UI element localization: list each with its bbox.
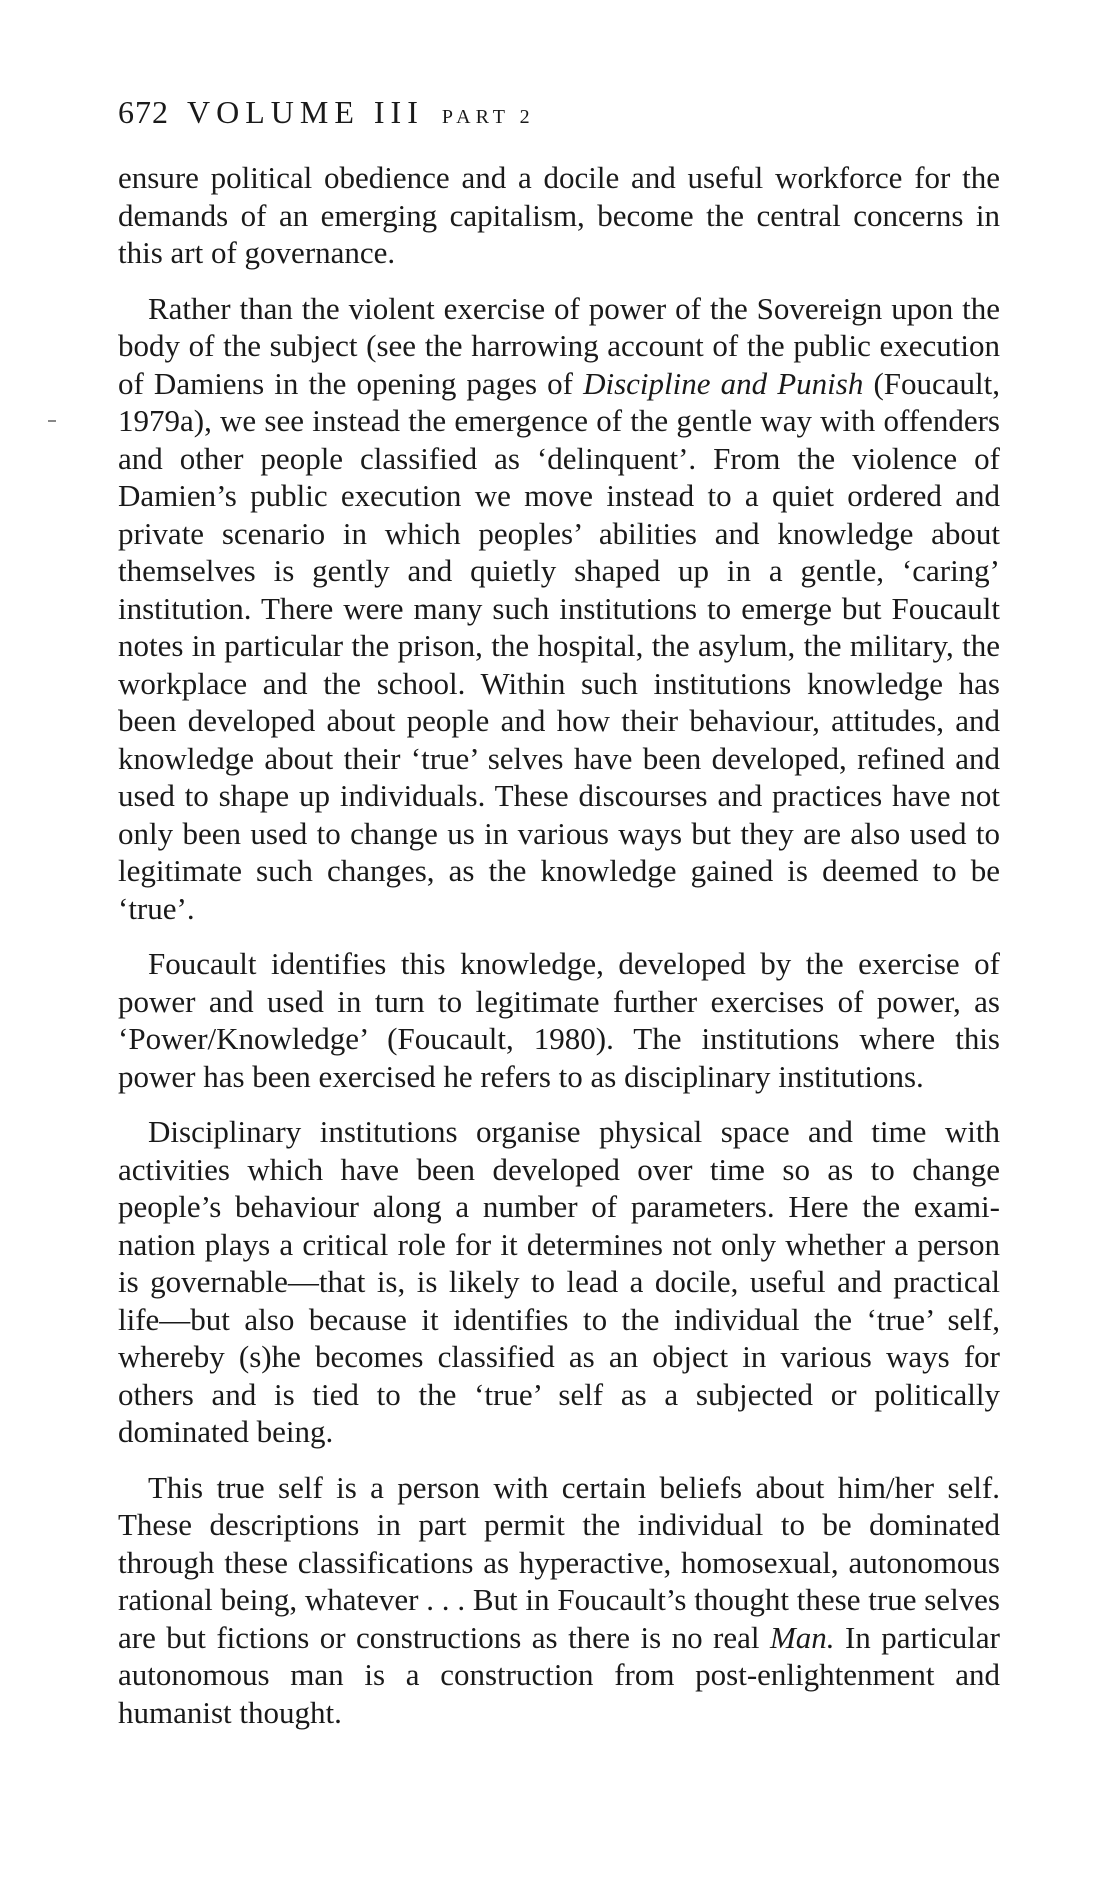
book-title-italic: Discipline and Punish [583, 365, 864, 401]
paragraph-text: (Foucault, 1979a), we see instead the emergence of the gentle way with offenders and other people classified as ‘delinquent’. From the violence of Damien’s public execution we move instead to a quiet ordered and private scenario in which peoples’ abilities and knowledge about themselves is gently and quietly shaped up in a gentle, ‘caring’ institution. There were many such institutions to emerge but Foucault notes in particular the prison, the hospital, the asylum, the military, the workplace and the school. Within such institutions knowledge has been developed about people and how their behaviour, attitudes, and knowledge about their ‘true’ selves have been developed, refined and used to shape up individuals. These discourses and practices have not only been used to change us in various ways but they are also used to legitimate such changes, as the knowledge gained is deemed to be ‘true’. [118, 365, 1000, 926]
paragraph-text: Rather than the violent exercise of power of the Sovereign upon the body of the subject (see the harrowing account of the public execution of Damiens in the opening pages of [118, 290, 1000, 401]
margin-mark [48, 420, 56, 422]
paragraph-1 [118, 159, 1000, 272]
part-label: PART 2 [441, 106, 535, 128]
paragraph-text: In particular autonomous man is a construction from post-enlightenment and humanist thought. [118, 1619, 1000, 1730]
paragraph-2 [118, 290, 1000, 928]
paragraph-5 [118, 1469, 1000, 1732]
emphasis-italic: Man. [769, 1619, 835, 1655]
paragraph-4 [118, 1113, 1000, 1451]
paragraph-text: Disciplinary institutions organise physical space and time with activities which have been developed over time so as to change people’s behaviour along a number of parameters. Here the examination plays a critical role for it determines not only whether a person is governable—that is, is likely to lead a docile, useful and practical life—but also because it identifies to the individual the ‘true’ self, whereby (s)he becomes classified as an object in various ways for others and is tied to the ‘true’ self as a subjected or politically dominated being. [118, 1114, 1000, 1449]
paragraph-3 [118, 945, 1000, 1095]
paragraph-text: ensure political obedience and a docile and useful workforce for the demands of an emerging capitalism, become the central concerns in this art of governance. [118, 160, 1000, 270]
paragraph-text: This true self is a person with certain beliefs about him/her self. These descriptions in part permit the individual to be dominated through these classifications as hyperactive, homosexual, autonomous rational being, whatever . . . But in Foucault’s thought these true selves are but fictions or constructions as there is no real [118, 1469, 1000, 1655]
paragraph-text: Foucault identifies this knowledge, developed by the exercise of power and used in turn to legitimate further exercises of power, as ‘Power/Knowledge’ (Foucault, 1980). The institutions where this power has been exercised he refers to as disciplinary institutions. [118, 946, 1000, 1094]
running-head [118, 92, 1000, 137]
volume-label: VOLUME III [187, 94, 424, 130]
page-number: 672 [118, 94, 169, 130]
book-page [118, 92, 1000, 1749]
